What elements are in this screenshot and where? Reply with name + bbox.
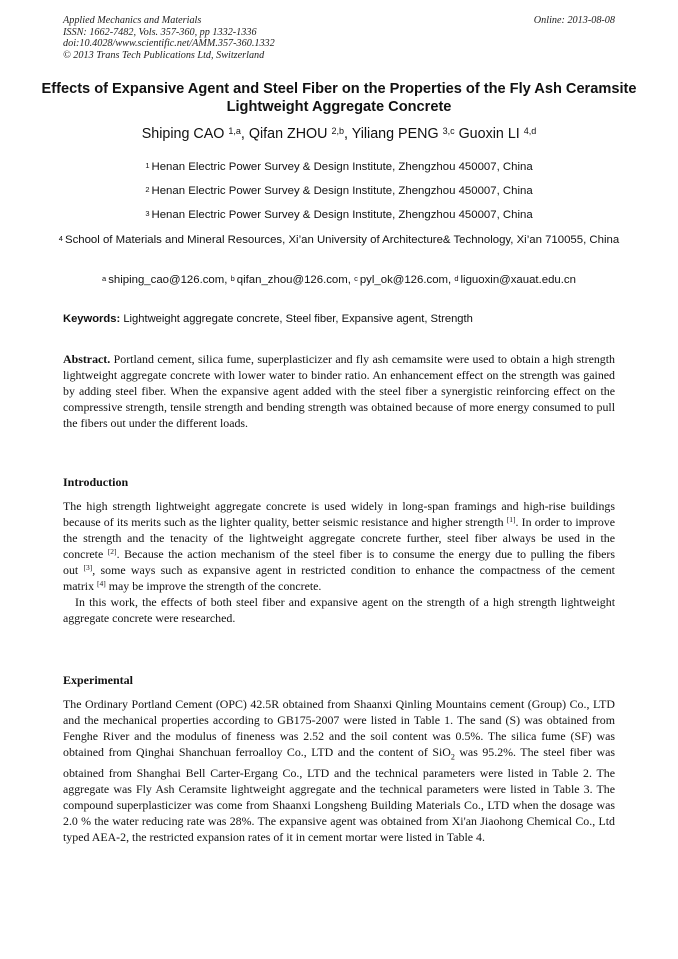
introduction-body: [63, 498, 615, 626]
affiliation-sup: 3: [145, 209, 150, 218]
email-link[interactable]: qifan_zhou@126.com,: [236, 274, 351, 286]
paragraph: In this work, the effects of both steel fiber and expansive agent on the strength of a high strength lightweight aggregate concrete were researched.: [63, 595, 615, 625]
citation[interactable]: [4]: [97, 579, 106, 588]
affiliation: [55, 208, 623, 224]
keywords-text: Lightweight aggregate concrete, Steel fiber, Expansive agent, Strength: [123, 313, 473, 325]
author-name: Yiliang PENG: [351, 126, 439, 142]
affiliation: [55, 160, 623, 176]
affiliation-sup: 4: [58, 234, 63, 243]
email-sup: d: [454, 274, 459, 283]
abstract-text: Portland cement, silica fume, superplasticizer and fly ash cemamsite were used to obtain a high strength lightweight aggregate concrete with lower water to binder ratio. An enhancement effect on the strength was gained by adding steel fiber. When the expansive agent added with the steel fiber a synergistic reinforcing effect on the compressive strength, tensile strength and bending strength was obtained because of more energy consumed to pull the fibers out under the different loads.: [63, 352, 615, 430]
text-run: The high strength lightweight aggregate concrete is used widely in long-span framings and high-rise buildings because of its merits such as the lighter quality, better seismic resistance and higher strength: [63, 499, 615, 529]
affiliation-sup: 1: [145, 161, 150, 170]
keywords-label: Keywords:: [63, 313, 121, 325]
email-sup: c: [354, 274, 358, 283]
paragraph: [63, 498, 615, 594]
affiliation: [55, 233, 623, 249]
author-sup: 2,b: [331, 126, 344, 136]
text-run: The Ordinary Portland Cement (OPC) 42.5R obtained from Shaanxi Qinling Mountains cement (Group) Co., LTD and the mechanical properties according to GB175-2007 were listed in Table 1. The sand (S) was obtained from Fenghe River and the modulus of fineness was 2.52 and the soil content was 0.5%. The silica fume (SF) was obtained from Qinghai Shanchuan ferroalloy Co., LTD and the content of SiO: [63, 697, 615, 759]
paragraph: [63, 696, 615, 845]
affiliation-text: Henan Electric Power Survey & Design Institute, Zhengzhou 450007, China: [151, 209, 533, 221]
abstract-label: Abstract.: [63, 352, 111, 366]
section-heading-experimental: Experimental: [63, 673, 133, 687]
section-heading-introduction: Introduction: [63, 475, 129, 489]
author-list: Shiping CAO $^{1,a}$, Qifan ZHOU $^{2,b}$, Yiliang PENG $^{3,c}$ Guoxin LI $^{4,d}$: [141, 126, 537, 142]
author-name: Shiping CAO: [141, 126, 225, 142]
affiliation-sup: 2: [145, 185, 150, 194]
affiliation-text: School of Materials and Mineral Resources, Xi’an University of Architecture& Technology, Xi’an 710055, China: [64, 234, 620, 246]
online-date: Online: 2013-08-08: [533, 15, 615, 26]
author-name: Qifan ZHOU: [248, 126, 328, 142]
email-link[interactable]: pyl_ok@126.com,: [359, 274, 452, 286]
abstract: [63, 351, 615, 431]
email-sup: a: [102, 274, 107, 283]
affiliation-text: Henan Electric Power Survey & Design Institute, Zhengzhou 450007, China: [151, 161, 533, 173]
keywords: [63, 312, 615, 326]
affiliation-text: Henan Electric Power Survey & Design Institute, Zhengzhou 450007, China: [151, 185, 533, 197]
email-link[interactable]: liguoxin@xauat.edu.cn: [460, 274, 576, 286]
doi-line: doi:10.4028/www.scientific.net/AMM.357-360.1332: [63, 38, 275, 50]
author-sup: 1,a: [228, 126, 241, 136]
text-run: may be improve the strength of the concrete.: [108, 579, 322, 593]
author-name: Guoxin LI: [458, 126, 520, 142]
citation[interactable]: [3]: [83, 563, 93, 572]
email-line: [55, 273, 623, 289]
citation[interactable]: [1]: [506, 515, 516, 524]
journal-name: Applied Mechanics and Materials: [63, 15, 202, 26]
affiliation: [55, 184, 623, 200]
text-run: . Because the action mechanism of the steel fiber is to consume the energy due to pulling the fibers out: [63, 547, 615, 577]
text-run: . In order to improve the strength and the tenacity of the lightweight aggregate concrete further, steel fiber always be used in the concrete: [63, 515, 615, 561]
issn-line: ISSN: 1662-7482, Vols. 357-360, pp 1332-1336: [63, 26, 257, 38]
text-run: was 95.2%. The steel fiber was obtained from Shanghai Bell Carter-Ergang Co., LTD and the technical parameters were listed in Table 2. The aggregate was Fly Ash Ceramsite lightweight aggregate and the technical parameters were listed in Table 3. The compound superplasticizer was come from Shaanxi Longsheng Building Materials Co., LTD when the dosage was 2.0 % the water reducing rate was 28%. The expansive agent was obtained from Xi'an Jiaohong Chemical Co., Ltd typed AEA-2, the restricted expansion rates of it in cement mortar were listed in Table 4.: [63, 745, 616, 845]
citation[interactable]: [2]: [107, 547, 117, 556]
email-link[interactable]: shiping_cao@126.com,: [108, 274, 228, 286]
journal-header: [63, 15, 615, 61]
text-run: , some ways such as expansive agent in restricted condition to enhance the compactness of the cement matrix: [63, 563, 615, 593]
author-sup: 3,c: [442, 126, 455, 136]
copyright-line: © 2013 Trans Tech Publications Ltd, Switzerland: [63, 49, 265, 61]
subscript: 2: [450, 752, 455, 762]
author-sup: 4,d: [523, 126, 537, 136]
paper-title: Effects of Expansive Agent and Steel Fiber on the Properties of the Fly Ash Ceramsite Lightweight Aggregate Concrete: [41, 81, 637, 115]
email-sup: b: [230, 274, 235, 283]
experimental-body: [63, 696, 615, 845]
